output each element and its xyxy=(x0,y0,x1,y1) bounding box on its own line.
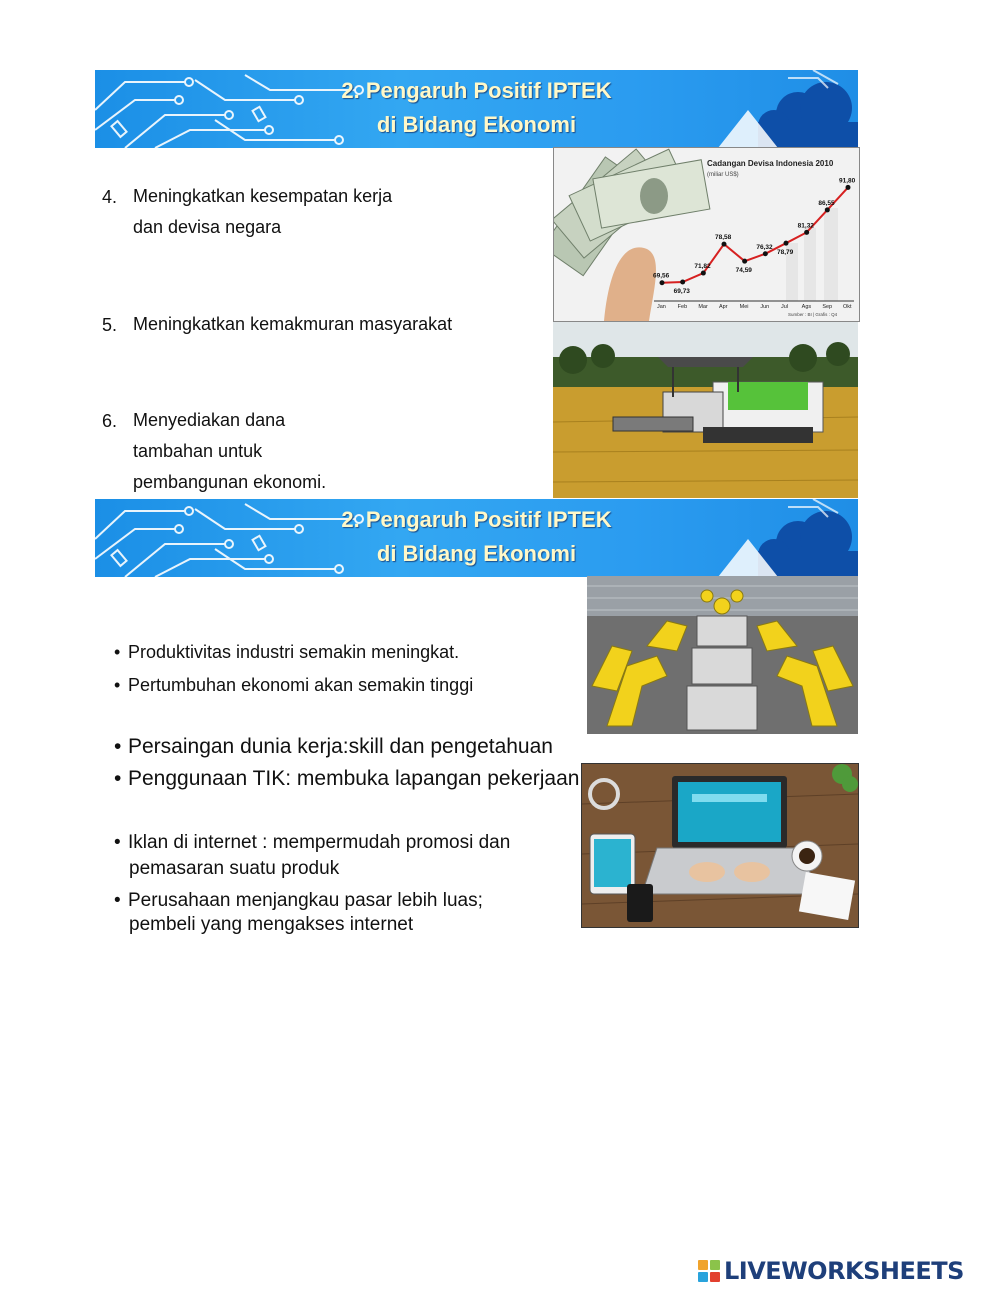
section-banner xyxy=(95,70,858,148)
bullet-item xyxy=(114,735,553,759)
chart-tick-label: Sep xyxy=(822,304,833,310)
chart-point xyxy=(701,271,706,276)
chart-tick-label: Mar xyxy=(698,304,708,310)
chart-data-label: 74,59 xyxy=(735,267,752,275)
logo-text: LIVEWORKSHEETS xyxy=(724,1257,964,1285)
point-number: 4. xyxy=(102,187,118,207)
point-line: Meningkatkan kesempatan kerja xyxy=(133,186,393,206)
chart-tick-label: Mei xyxy=(739,304,749,310)
chart-source: Sumber : BI | Grafis : Q4 xyxy=(788,312,838,317)
point-number: 5. xyxy=(102,315,118,335)
bullet-item xyxy=(114,832,510,854)
chart-data-label: 71,82 xyxy=(694,263,711,271)
bullet-continuation: pembeli yang mengakses internet xyxy=(129,914,414,935)
chart-tick-label: Jun xyxy=(760,304,770,310)
chart-point xyxy=(680,280,685,285)
chart-data-label: 81,32 xyxy=(797,222,814,230)
bullet-item xyxy=(114,642,459,663)
harvester-image xyxy=(553,322,858,498)
chart-point xyxy=(742,259,747,264)
chart-tick-label: Okt xyxy=(843,304,852,310)
banknotes-illustration xyxy=(554,149,710,321)
chart-point xyxy=(846,185,851,190)
chart-data-label: 69,56 xyxy=(653,272,670,280)
chart-title: Cadangan Devisa Indonesia 2010 xyxy=(707,159,834,168)
bullet-continuation: pemasaran suatu produk xyxy=(129,858,340,879)
money-chart-image xyxy=(553,147,860,322)
bullet-text: Pertumbuhan ekonomi akan semakin tinggi xyxy=(128,675,474,695)
bullet-dot: • xyxy=(114,767,122,790)
chart-data-label: 91,80 xyxy=(839,177,856,185)
bullet-dot: • xyxy=(114,832,121,853)
point-line: dan devisa negara xyxy=(133,217,282,237)
point-line: Meningkatkan kemakmuran masyarakat xyxy=(133,314,453,334)
chart-data-label: 86,55 xyxy=(818,199,835,207)
point-line: pembangunan ekonomi. xyxy=(133,472,327,492)
bullet-text: Persaingan dunia kerja:skill dan pengetahuan xyxy=(128,735,553,758)
factory-robots-image xyxy=(587,576,858,734)
liveworksheets-logo[interactable] xyxy=(698,1256,964,1286)
chart-tick-label: Jan xyxy=(657,304,666,310)
chart-data-label: 76,32 xyxy=(756,243,773,251)
chart-tick-label: Apr xyxy=(719,304,728,310)
bullet-item xyxy=(114,675,473,696)
chart-data-label: 78,58 xyxy=(715,234,732,242)
bullet-text: Iklan di internet : mempermudah promosi dan xyxy=(128,832,511,853)
chart-point xyxy=(722,242,727,247)
bullet-item xyxy=(114,767,579,791)
point-number: 6. xyxy=(102,411,118,431)
chart-point xyxy=(763,251,768,256)
chart-point xyxy=(804,230,809,235)
banner-title: 2. Pengaruh Positif IPTEK xyxy=(341,507,612,532)
chart-point xyxy=(784,241,789,246)
banner-subtitle: di Bidang Ekonomi xyxy=(376,541,577,566)
bullet-text: Produktivitas industri semakin meningkat. xyxy=(128,642,460,662)
logo-blocks-icon xyxy=(698,1260,720,1282)
chart-tick-label: Feb xyxy=(677,304,688,310)
banner-title: 2. Pengaruh Positif IPTEK xyxy=(341,78,612,103)
bullet-item xyxy=(114,890,483,912)
bullet-text: Perusahaan menjangkau pasar lebih luas; xyxy=(128,890,483,911)
chart-subtitle: (miliar US$) xyxy=(707,172,739,178)
bullet-dot: • xyxy=(114,642,121,662)
bullet-dot: • xyxy=(114,675,121,695)
section-banner-2 xyxy=(95,499,858,577)
online-shopping-image xyxy=(581,763,859,928)
point-line: tambahan untuk xyxy=(133,441,263,461)
banner-subtitle: di Bidang Ekonomi xyxy=(376,112,577,137)
chart-tick-label: Ags xyxy=(801,304,812,310)
chart-data-label: 69,73 xyxy=(673,288,690,296)
chart-point xyxy=(660,280,665,285)
chart-data-label: 78,79 xyxy=(777,249,794,257)
chart-tick-label: Jul xyxy=(781,304,789,310)
bullet-dot: • xyxy=(114,735,122,758)
point-line: Menyediakan dana xyxy=(133,410,286,430)
chart-point xyxy=(825,207,830,212)
bullet-dot: • xyxy=(114,890,121,911)
bullet-text: Penggunaan TIK: membuka lapangan pekerjaan xyxy=(128,767,580,790)
